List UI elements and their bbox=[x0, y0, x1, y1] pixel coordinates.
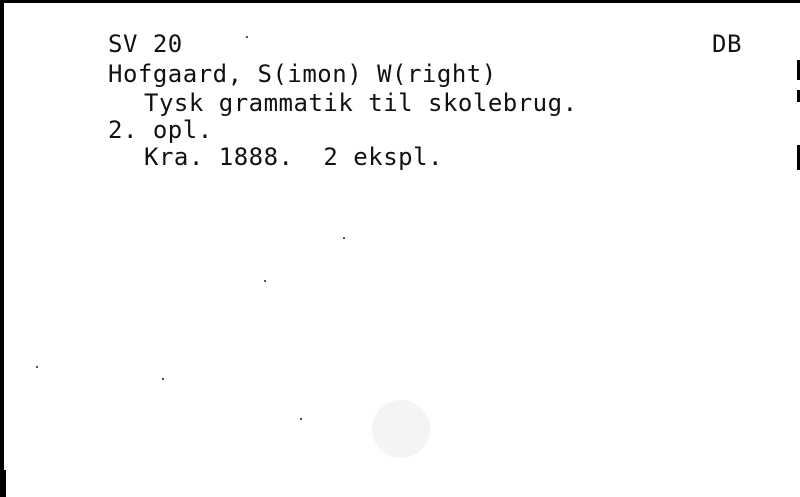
paper-speck bbox=[264, 280, 266, 282]
shelfmark: SV 20 bbox=[108, 30, 183, 58]
location-code: DB bbox=[712, 30, 742, 58]
card-top-edge bbox=[0, 0, 800, 3]
edition-line: 2. opl. bbox=[108, 116, 213, 144]
paper-speck bbox=[162, 378, 164, 380]
paper-speck bbox=[246, 36, 248, 38]
paper-speck bbox=[300, 418, 302, 420]
paper-speck bbox=[36, 366, 38, 368]
paper-speck bbox=[343, 237, 345, 239]
author-line: Hofgaard, S(imon) W(right) bbox=[108, 60, 497, 88]
card-left-edge bbox=[0, 0, 4, 497]
card-left-edge-shadow bbox=[0, 470, 6, 497]
imprint-line: Kra. 1888. 2 ekspl. bbox=[144, 143, 443, 171]
title-line: Tysk grammatik til skolebrug. bbox=[144, 89, 578, 117]
paper-stain bbox=[372, 400, 430, 458]
